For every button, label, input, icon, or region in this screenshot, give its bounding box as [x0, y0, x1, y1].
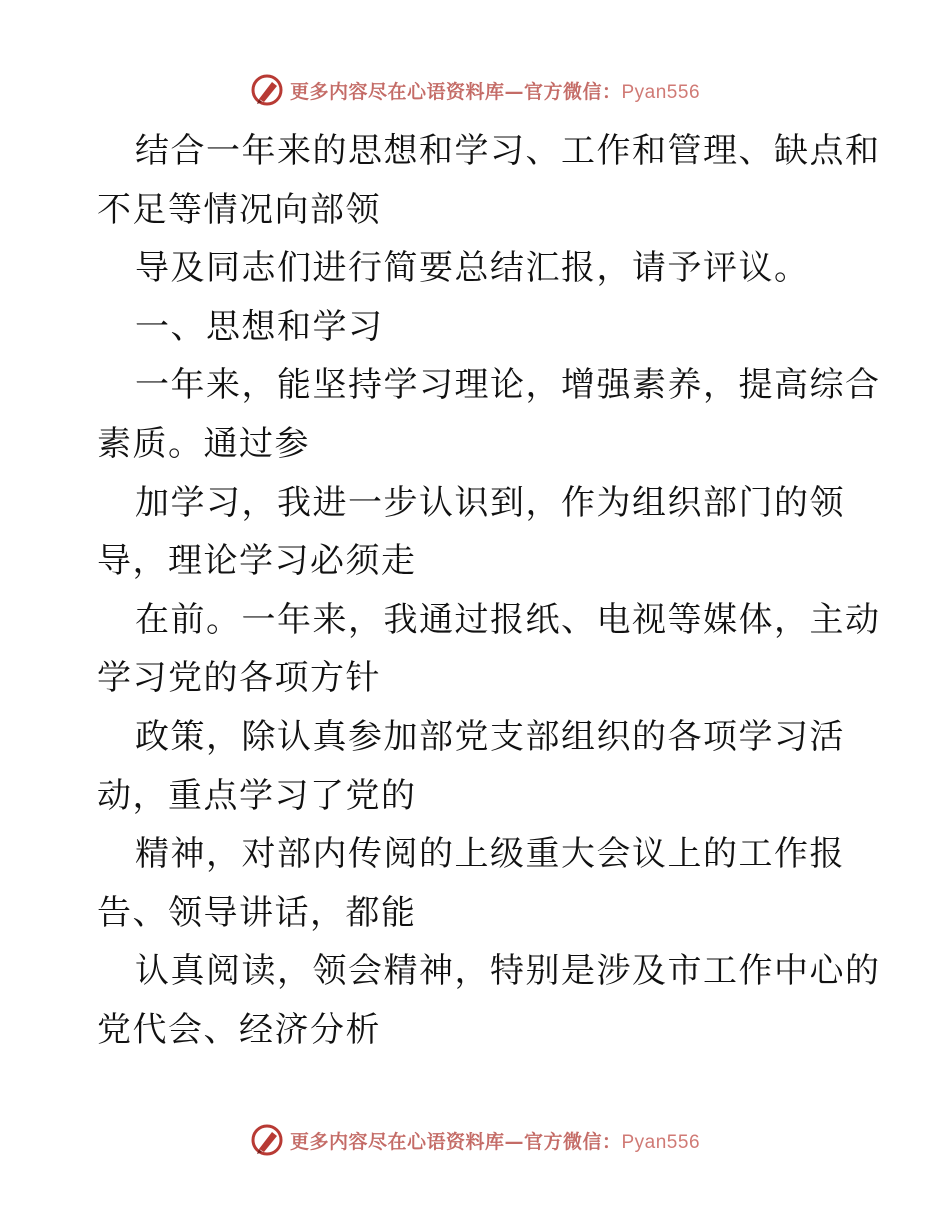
watermark-text: 更多内容尽在心语资料库—官方微信：Pyan556: [289, 80, 701, 103]
text-line: 政策，除认真参加部党支部组织的各项学习活: [135, 716, 845, 757]
text-line: 一年来，能坚持学习理论，增强素养，提高综合: [135, 365, 881, 406]
watermark-text: 更多内容尽在心语资料库—官方微信：Pyan556: [289, 1130, 701, 1153]
text-line: 学习党的各项方针: [97, 658, 381, 699]
header-watermark: [0, 70, 950, 110]
text-line: 一、思想和学习: [135, 306, 384, 347]
text-line: 加学习，我进一步认识到，作为组织部门的领: [135, 482, 845, 523]
text-line: 告、领导讲话，都能: [97, 892, 417, 933]
text-line: 结合一年来的思想和学习、工作和管理、缺点和: [135, 131, 881, 171]
red-pen-circle-logo-icon: [250, 1123, 284, 1157]
text-line: 动，重点学习了党的: [97, 775, 417, 816]
red-pen-circle-logo-icon: [250, 73, 284, 107]
text-line: 精神，对部内传阅的上级重大会议上的工作报: [135, 834, 845, 875]
document-body: [97, 122, 881, 1060]
text-line: 导，理论学习必须走: [97, 541, 417, 582]
text-line: 不足等情况向部领: [97, 189, 381, 230]
text-line: 认真阅读，领会精神，特别是涉及市工作中心的: [135, 951, 881, 992]
text-line: 党代会、经济分析: [97, 1009, 381, 1050]
text-line: 素质。通过参: [97, 423, 310, 464]
text-line: 在前。一年来，我通过报纸、电视等媒体，主动: [135, 599, 881, 640]
footer-watermark: [0, 1120, 950, 1160]
text-line: 导及同志们进行简要总结汇报，请予评议。: [135, 248, 810, 289]
